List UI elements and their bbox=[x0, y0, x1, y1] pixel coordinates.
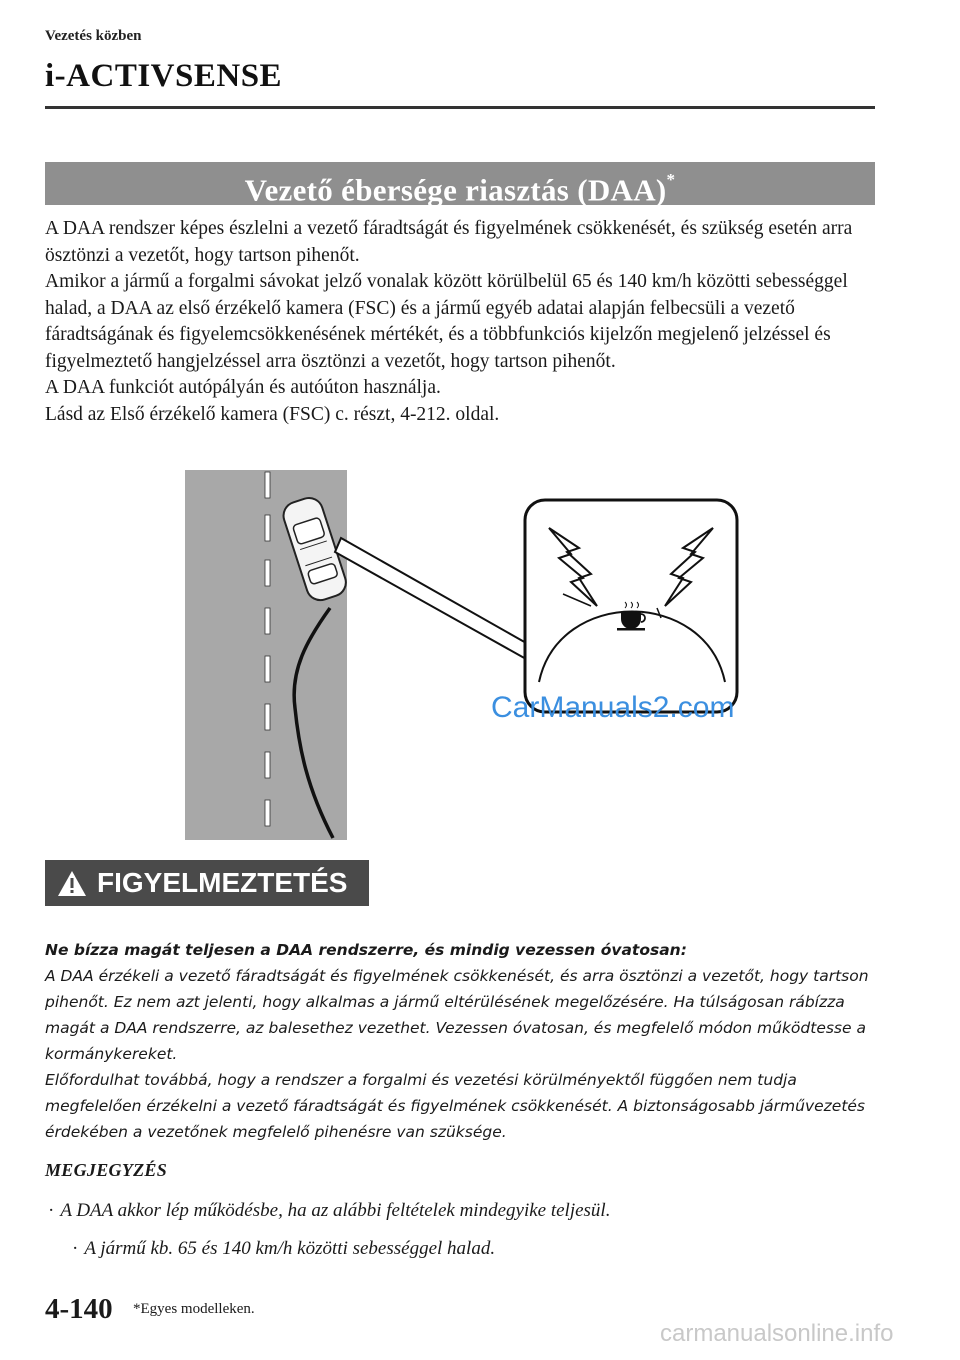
note-item-text: A DAA akkor lép működésbe, ha az alábbi feltételek mindegyike teljesül. bbox=[60, 1200, 611, 1221]
bullet-icon: · bbox=[72, 1238, 79, 1259]
note-subitem-text: A jármű kb. 65 és 140 km/h közötti sebességgel halad. bbox=[84, 1238, 496, 1259]
warning-paragraph: Előfordulhat továbbá, hogy a rendszer a forgalmi és vezetési körülményektől függően nem tudja megfelelően érzékelni a vezető fáradtságát és figyelmének csökkenését. A biztonságosabb járművezetés érdekében a vezetőnek megfelelő pihenésre van szüksége. bbox=[45, 1071, 866, 1141]
display-frame bbox=[525, 500, 737, 712]
model-marker: * bbox=[666, 170, 676, 189]
footnote: *Egyes modelleken. bbox=[133, 1301, 255, 1317]
warning-text bbox=[45, 937, 885, 1145]
callout-pointer bbox=[335, 538, 535, 664]
note-subitem bbox=[72, 1238, 495, 1260]
warning-triangle-icon bbox=[57, 870, 87, 897]
warning-paragraph: A DAA érzékeli a vezető fáradtságát és figyelmének csökkenését, és arra ösztönzi a vezetőt, hogy tartson pihenőt. Ez nem azt jelenti, hogy alkalmas a jármű eltérülésének megelőzésére. Ha túlságosan rábízza magát a DAA rendszerre, az balesethez vezethet. Vezessen óvatosan, és megfelelő módon működtesse a kormánykereket. bbox=[45, 967, 869, 1063]
site-watermark: carmanualsonline.info bbox=[660, 1320, 894, 1347]
intro-paragraph: A DAA rendszer képes észlelni a vezető fáradtságát és figyelmének csökkenését, és szükség esetén arra ösztönzi a vezetőt, hogy tartson pihenőt. bbox=[45, 218, 853, 266]
intro-paragraph: Lásd az Első érzékelő kamera (FSC) c. részt, 4-212. oldal. bbox=[45, 403, 500, 425]
warning-box bbox=[45, 860, 369, 906]
daa-illustration bbox=[185, 470, 755, 840]
section-title-bar bbox=[45, 162, 875, 208]
section-title: Vezető ébersége riasztás (DAA) bbox=[244, 172, 667, 208]
illustration-watermark: CarManuals2.com bbox=[491, 691, 735, 724]
intro-paragraph: Amikor a jármű a forgalmi sávokat jelző vonalak között körülbelül 65 és 140 km/h közötti sebességgel halad, a DAA az első érzékelő kamera (FSC) és a jármű egyéb adatai alapján felbecsüli a vezető fáradtságának és figyelemcsökkenésének mértékét, és a többfunkciós kijelzőn megjelenő jelzéssel és figyelmeztető hangjelzéssel arra ösztönzi a vezetőt, hogy tartson pihenőt. bbox=[45, 271, 848, 372]
header-section-label: Vezetés közben bbox=[45, 28, 142, 44]
note-title: MEGJEGYZÉS bbox=[45, 1160, 168, 1180]
warning-label: FIGYELMEZTETÉS bbox=[97, 867, 348, 898]
bullet-icon: · bbox=[48, 1200, 55, 1221]
intro-text bbox=[45, 216, 880, 428]
note-item bbox=[48, 1200, 610, 1222]
page-number: 4-140 bbox=[45, 1293, 113, 1325]
intro-paragraph: A DAA funkciót autópályán és autóúton használja. bbox=[45, 377, 441, 398]
warning-lead: Ne bízza magát teljesen a DAA rendszerre, és mindig vezessen óvatosan: bbox=[45, 941, 687, 959]
header-title: i-ACTIVSENSE bbox=[45, 58, 283, 94]
header-rule bbox=[45, 106, 875, 109]
